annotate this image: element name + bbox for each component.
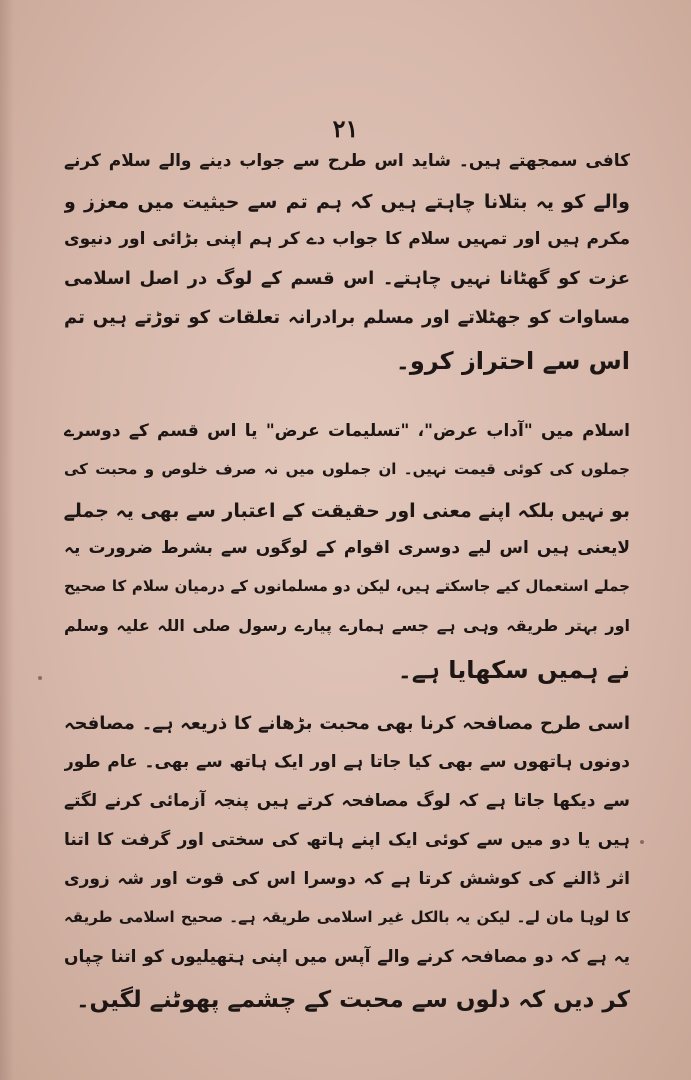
text-line: اثر ڈالنے کی کوشش کرتا ہے کہ دوسرا اس کی قوت اور شہ زوری	[64, 869, 630, 889]
text-line: بو نہیں بلکہ اپنے معنی اور حقیقت کے اعتبار سے بھی یہ جملے	[64, 500, 630, 522]
text-line: مساوات کو جھٹلاتے اور مسلم برادرانہ تعلقات کو توڑتے ہیں تم	[64, 307, 630, 328]
text-line: کافی سمجھتے ہیں۔ شاید اس طرح سے جواب دینے والے سلام کرنے	[64, 151, 630, 171]
text-line: یہ ہے کہ دو مصافحہ کرنے والے آپس میں اپنی ہتھیلیوں کو اتنا چپاں	[64, 947, 630, 967]
text-line: دونوں ہاتھوں سے بھی کیا جاتا ہے اور ایک ہاتھ سے بھی۔ عام طور	[64, 752, 630, 772]
paper-speck	[640, 840, 644, 844]
text-line: والے کو یہ بتلانا چاہتے ہیں کہ ہم تم سے حیثیت میں معزز و	[64, 191, 630, 213]
text-line: سے دیکھا جاتا ہے کہ لوگ مصافحہ کرتے ہیں پنجہ آزمائی کرنے لگتے	[64, 791, 630, 811]
page-number: ۲۱	[332, 114, 359, 143]
paragraph-1	[64, 150, 630, 384]
text-line: اور بہتر طریقہ وہی ہے جسے ہمارے پیارے رسول صلی اللہ علیہ وسلم	[64, 616, 630, 635]
paper-speck	[38, 676, 42, 680]
text-line: عزت کو گھٹانا نہیں چاہتے۔ اس قسم کے لوگ در اصل اسلامی	[64, 268, 630, 289]
page-edge-shadow	[0, 0, 14, 1080]
text-line: جملوں کی کوئی قیمت نہیں۔ ان جملوں میں نہ صرف خلوص و محبت کی	[64, 460, 630, 478]
text-line: جملے استعمال کیے جاسکتے ہیں، لیکن دو مسلمانوں کے درمیان سلام کا صحیح	[64, 577, 630, 595]
text-line: لایعنی ہیں اس لیے دوسری اقوام کے لوگوں سے بشرط ضرورت یہ	[64, 538, 630, 558]
paragraph-2	[64, 420, 630, 693]
text-line: اسلام میں "آداب عرض"، "تسلیمات عرض" یا اس قسم کے دوسرے	[64, 421, 630, 441]
text-line: نے ہمیں سکھایا ہے۔	[397, 656, 630, 684]
text-line: اس سے احتراز کرو۔	[395, 347, 630, 375]
paragraph-3	[64, 712, 630, 1024]
text-line: کا لوہا مان لے۔ لیکن یہ بالکل غیر اسلامی طریقہ ہے۔ صحیح اسلامی طریقہ	[64, 908, 630, 926]
text-line: ہیں یا دو میں سے کوئی ایک اپنے ہاتھ کی سختی اور گرفت کا اتنا	[64, 830, 630, 850]
text-line: اسی طرح مصافحہ کرنا بھی محبت بڑھانے کا ذریعہ ہے۔ مصافحہ	[64, 713, 630, 734]
text-line: مکرم ہیں اور تمہیں سلام کا جواب دے کر ہم اپنی بڑائی اور دنیوی	[64, 229, 630, 249]
text-line: کر دیں کہ دلوں سے محبت کے چشمے پھوٹنے لگیں۔	[76, 987, 630, 1013]
